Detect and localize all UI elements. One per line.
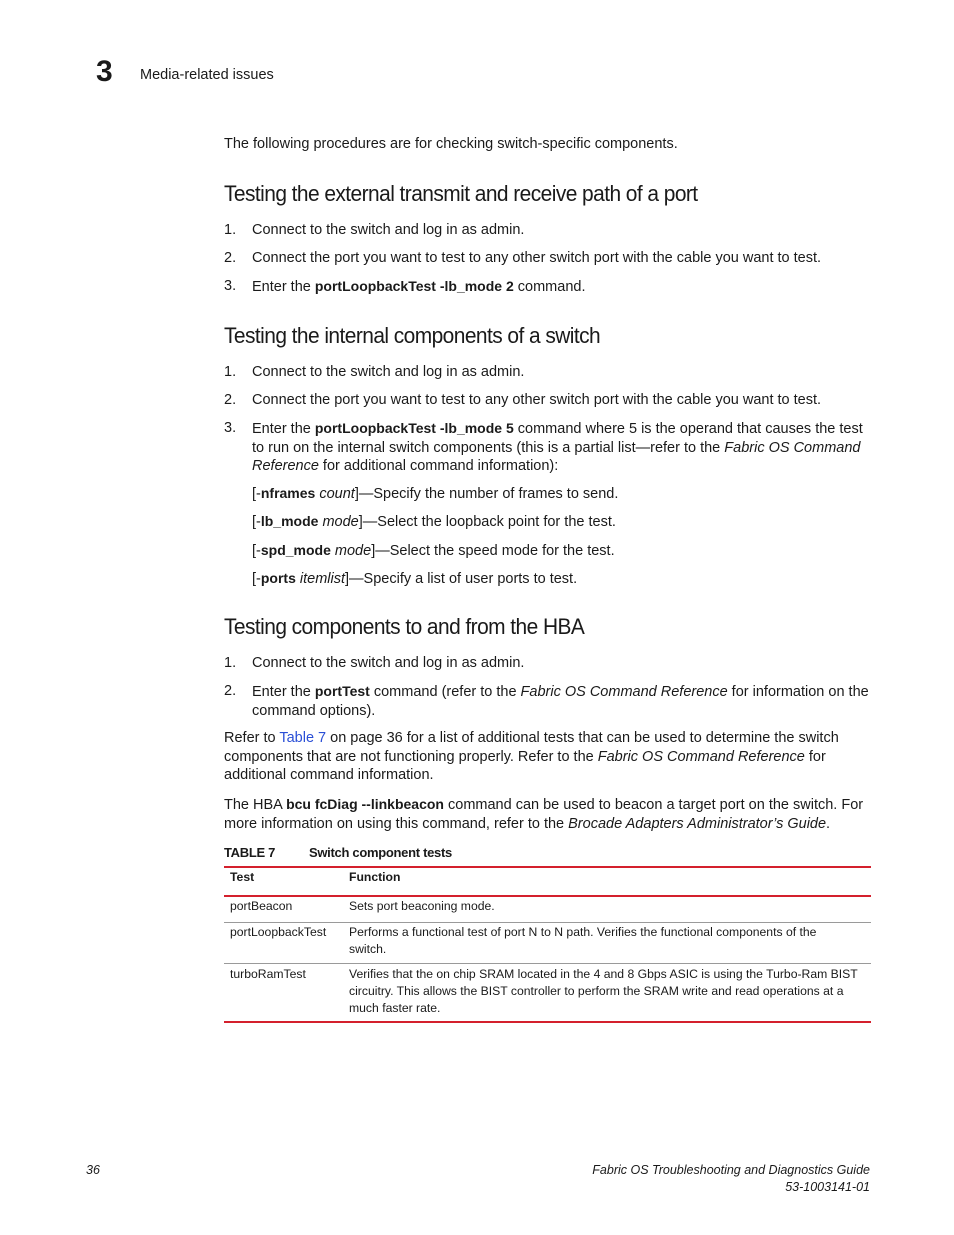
command-text: portTest: [314, 683, 370, 699]
para-pre: Refer to: [224, 730, 280, 746]
page-number: 36: [86, 1163, 100, 1177]
step-number: 2.: [224, 250, 237, 266]
bracket: [-: [252, 571, 261, 587]
step-mid: command where 5 is the operand that causes the test to run on the internal switch components (this is a partial list—refer to the: [252, 421, 863, 456]
step-post: for information on the command options).: [252, 684, 869, 719]
para-mid: command can be used to beacon a target port on the switch. For more information on using this command, refer to the: [224, 797, 864, 832]
table-header-rule: [224, 895, 871, 897]
step-text: Connect the port you want to test to any other switch port with the cable you want to test.: [252, 392, 822, 408]
option-item: [252, 484, 872, 504]
table-header-function: Function: [349, 870, 401, 884]
step-text: [252, 419, 872, 476]
option-arg: count: [319, 486, 355, 502]
step-number: 1.: [224, 364, 237, 380]
table-cell-function: Performs a functional test of port N to N path. Verifies the functional components of the switch.: [349, 925, 817, 956]
para-post: for additional command information.: [224, 748, 826, 783]
paragraph-hba: [224, 795, 876, 833]
option-name: lb_mode: [260, 513, 319, 529]
reference-title: Fabric OS Command Reference: [597, 748, 805, 765]
step-post: command.: [513, 279, 586, 295]
table-cell-test: portBeacon: [230, 899, 293, 913]
table-cell-test: portLoopbackTest: [230, 925, 327, 939]
table-bottom-rule: [224, 1021, 871, 1023]
step-number: 3.: [224, 278, 237, 294]
step-text: Connect to the switch and log in as admin.: [252, 364, 525, 380]
section2-heading: Testing the internal components of a switch: [224, 323, 601, 348]
command-text: portLoopbackTest -lb_mode 2: [314, 278, 514, 294]
table-row-divider: [224, 963, 871, 964]
bracket: [-: [252, 543, 261, 559]
para-mid: on page 36 for a list of additional tests that can be used to determine the switch components that are not functioning properly. Refer to the: [224, 730, 839, 765]
table-cell-test: turboRamTest: [230, 967, 306, 981]
command-text: bcu fcDiag --linkbeacon: [286, 796, 444, 812]
step-text: [252, 277, 872, 297]
option-name: spd_mode: [260, 542, 331, 558]
step-pre: Enter the: [252, 421, 315, 437]
step-text: Connect the port you want to test to any other switch port with the cable you want to test.: [252, 250, 822, 266]
chapter-number: 3: [96, 55, 113, 88]
step-number: 2.: [224, 392, 237, 408]
table-cell-function: Verifies that the on chip SRAM located in the 4 and 8 Gbps ASIC is using the Turbo-Ram BIST circuitry. This allows the BIST controller to perform the SRAM write and read operations at a much faster rate.: [349, 967, 858, 1015]
option-item: [252, 569, 872, 589]
option-desc: ]—Select the loopback point for the test.: [358, 514, 616, 530]
option-arg: itemlist: [299, 571, 346, 587]
option-arg: mode: [322, 514, 359, 530]
step-text: Connect to the switch and log in as admin.: [252, 655, 525, 671]
step-number: 2.: [224, 683, 237, 699]
section3-heading: Testing components to and from the HBA: [224, 614, 585, 639]
bracket: [-: [252, 514, 261, 530]
step-number: 1.: [224, 655, 237, 671]
para-post: .: [826, 815, 831, 832]
table-label: TABLE 7: [224, 845, 276, 860]
option-name: ports: [260, 570, 296, 586]
reference-title: Fabric OS Command Reference: [252, 439, 861, 474]
para-pre: The HBA: [224, 797, 287, 813]
step-pre: Enter the: [252, 279, 315, 295]
table-header-test: Test: [230, 870, 255, 884]
step-number: 3.: [224, 420, 237, 436]
option-desc: ]—Specify a list of user ports to test.: [345, 571, 578, 587]
step-text: Connect to the switch and log in as admin.: [252, 222, 525, 238]
footer-title: Fabric OS Troubleshooting and Diagnostics Guide: [592, 1163, 870, 1177]
command-text: portLoopbackTest -lb_mode 5: [314, 420, 514, 436]
option-item: [252, 512, 872, 532]
step-text: [252, 682, 872, 720]
table-caption: Switch component tests: [309, 845, 452, 860]
option-name: nframes: [260, 485, 316, 501]
paragraph-refer: [224, 729, 872, 785]
table-row-divider: [224, 922, 871, 923]
step-mid: command (refer to the: [369, 684, 521, 700]
reference-title: Fabric OS Command Reference: [520, 684, 728, 700]
step-number: 1.: [224, 222, 237, 238]
step-pre: Enter the: [252, 684, 315, 700]
intro-paragraph: The following procedures are for checking switch-specific components.: [224, 136, 678, 152]
reference-title: Brocade Adapters Administrator’s Guide: [568, 815, 827, 832]
option-desc: ]—Select the speed mode for the test.: [371, 543, 615, 559]
table-link[interactable]: Table 7: [279, 730, 327, 746]
table-top-rule: [224, 866, 871, 868]
chapter-title: Media-related issues: [140, 67, 274, 83]
table-cell-function: Sets port beaconing mode.: [349, 899, 495, 913]
option-item: [252, 541, 872, 561]
footer-docnum: 53-1003141-01: [785, 1180, 870, 1194]
option-desc: ]—Specify the number of frames to send.: [354, 486, 619, 502]
option-arg: mode: [334, 543, 372, 559]
bracket: [-: [252, 486, 261, 502]
section1-heading: Testing the external transmit and receive path of a port: [224, 181, 698, 206]
step-post: for additional command information):: [318, 458, 559, 474]
